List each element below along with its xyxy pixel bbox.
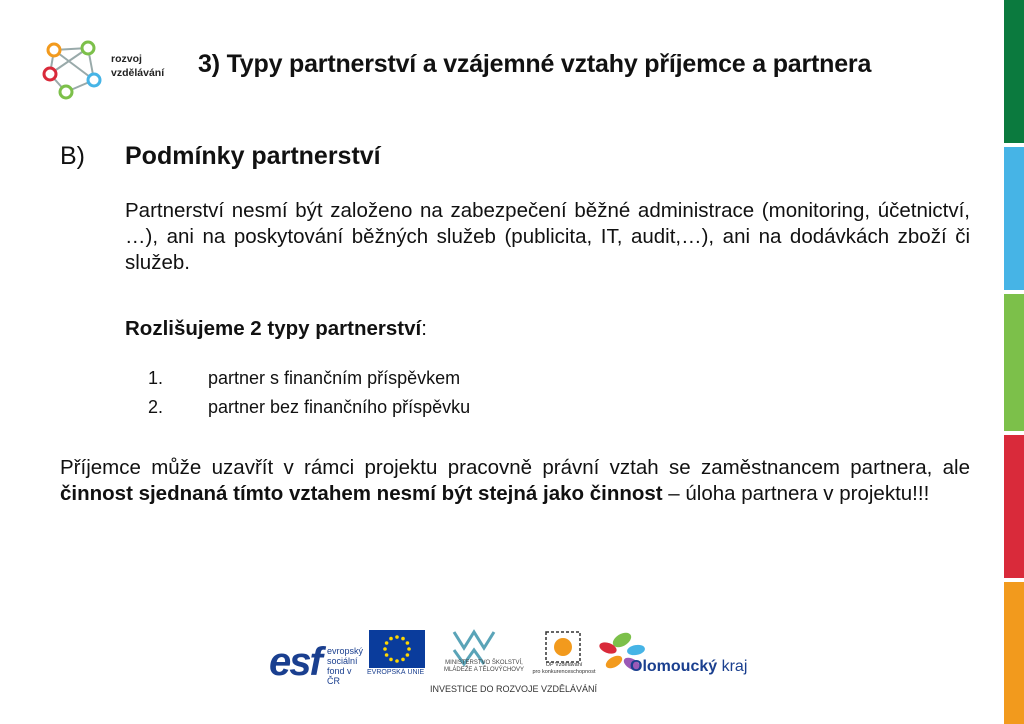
eu-caption: EVROPSKÁ UNIE bbox=[367, 669, 425, 676]
paragraph-employment-bold: činnost sjednaná tímto vztahem nesmí být stejná jako činnost bbox=[60, 482, 663, 505]
stripe-red bbox=[1004, 435, 1024, 578]
msmt-caption-line: MLÁDEŽE A TĚLOVÝCHOVY bbox=[444, 667, 524, 673]
footer-logos bbox=[264, 622, 764, 702]
stripe-dark-green bbox=[1004, 0, 1024, 143]
logo-line-1: rozvoj bbox=[111, 53, 142, 65]
section-title: Podmínky partnerství bbox=[125, 142, 381, 170]
esf-caption-line: fond v ČR bbox=[327, 666, 352, 686]
types-list bbox=[148, 364, 470, 422]
investice-caption: INVESTICE DO ROZVOJE VZDĚLÁVÁNÍ bbox=[430, 684, 598, 694]
esf-caption bbox=[327, 646, 363, 686]
list-item-text: partner s finančním příspěvkem bbox=[208, 368, 461, 388]
eu-flag-icon bbox=[369, 630, 425, 668]
types-heading-colon: : bbox=[421, 317, 427, 340]
olomoucky-kraj-word: kraj bbox=[717, 658, 748, 675]
op-caption bbox=[532, 662, 596, 676]
list-item bbox=[148, 393, 470, 422]
paragraph-employment-part1: Příjemce může uzavřít v rámci projektu pracovně právní vztah se zaměstnancem partnera, ale bbox=[60, 456, 970, 479]
olomoucky-kraj-text bbox=[630, 658, 747, 676]
stripe-light-green bbox=[1004, 294, 1024, 431]
paragraph-employment bbox=[60, 455, 970, 507]
olomoucky-kraj-bold: Olomoucký bbox=[630, 658, 718, 675]
msmt-caption bbox=[429, 660, 539, 674]
esf-caption-line: sociální bbox=[327, 656, 358, 666]
slide-title: 3) Typy partnerství a vzájemné vztahy příjemce a partnera bbox=[198, 50, 872, 78]
olomoucky-kraj-flower-icon bbox=[594, 626, 764, 686]
esf-logo bbox=[269, 632, 364, 686]
types-heading-text: Rozlišujeme 2 typy partnerství bbox=[125, 317, 422, 340]
list-item-number: 2. bbox=[148, 397, 164, 417]
op-caption-line: OP Vzdělávání bbox=[545, 662, 583, 668]
stripe-light-blue bbox=[1004, 147, 1024, 290]
esf-caption-line: evropský bbox=[327, 646, 364, 656]
list-item-text: partner bez finančního příspěvku bbox=[208, 397, 471, 417]
types-heading bbox=[125, 317, 427, 341]
logo-line-2: vzdělávání bbox=[111, 67, 165, 79]
paragraph-employment-part2: – úloha partnera v projektu!!! bbox=[662, 482, 930, 505]
paragraph-administration: Partnerství nesmí být založeno na zabezpečení běžné administrace (monitoring, účetnictví, …), ani na poskytování běžných služeb (publicita, IT, audit,…), ani na dodávkách zboží či služeb. bbox=[125, 199, 970, 274]
msmt-caption-line: MINISTERSTVO ŠKOLSTVÍ, bbox=[445, 660, 523, 666]
esf-logo-text: esf bbox=[269, 640, 321, 684]
list-item bbox=[148, 364, 470, 393]
op-caption-line: pro konkurenceschopnost bbox=[532, 669, 596, 675]
stripe-orange bbox=[1004, 582, 1024, 724]
list-item-number: 1. bbox=[148, 368, 164, 388]
logo-text bbox=[111, 52, 164, 80]
section-label: B) bbox=[60, 142, 85, 170]
